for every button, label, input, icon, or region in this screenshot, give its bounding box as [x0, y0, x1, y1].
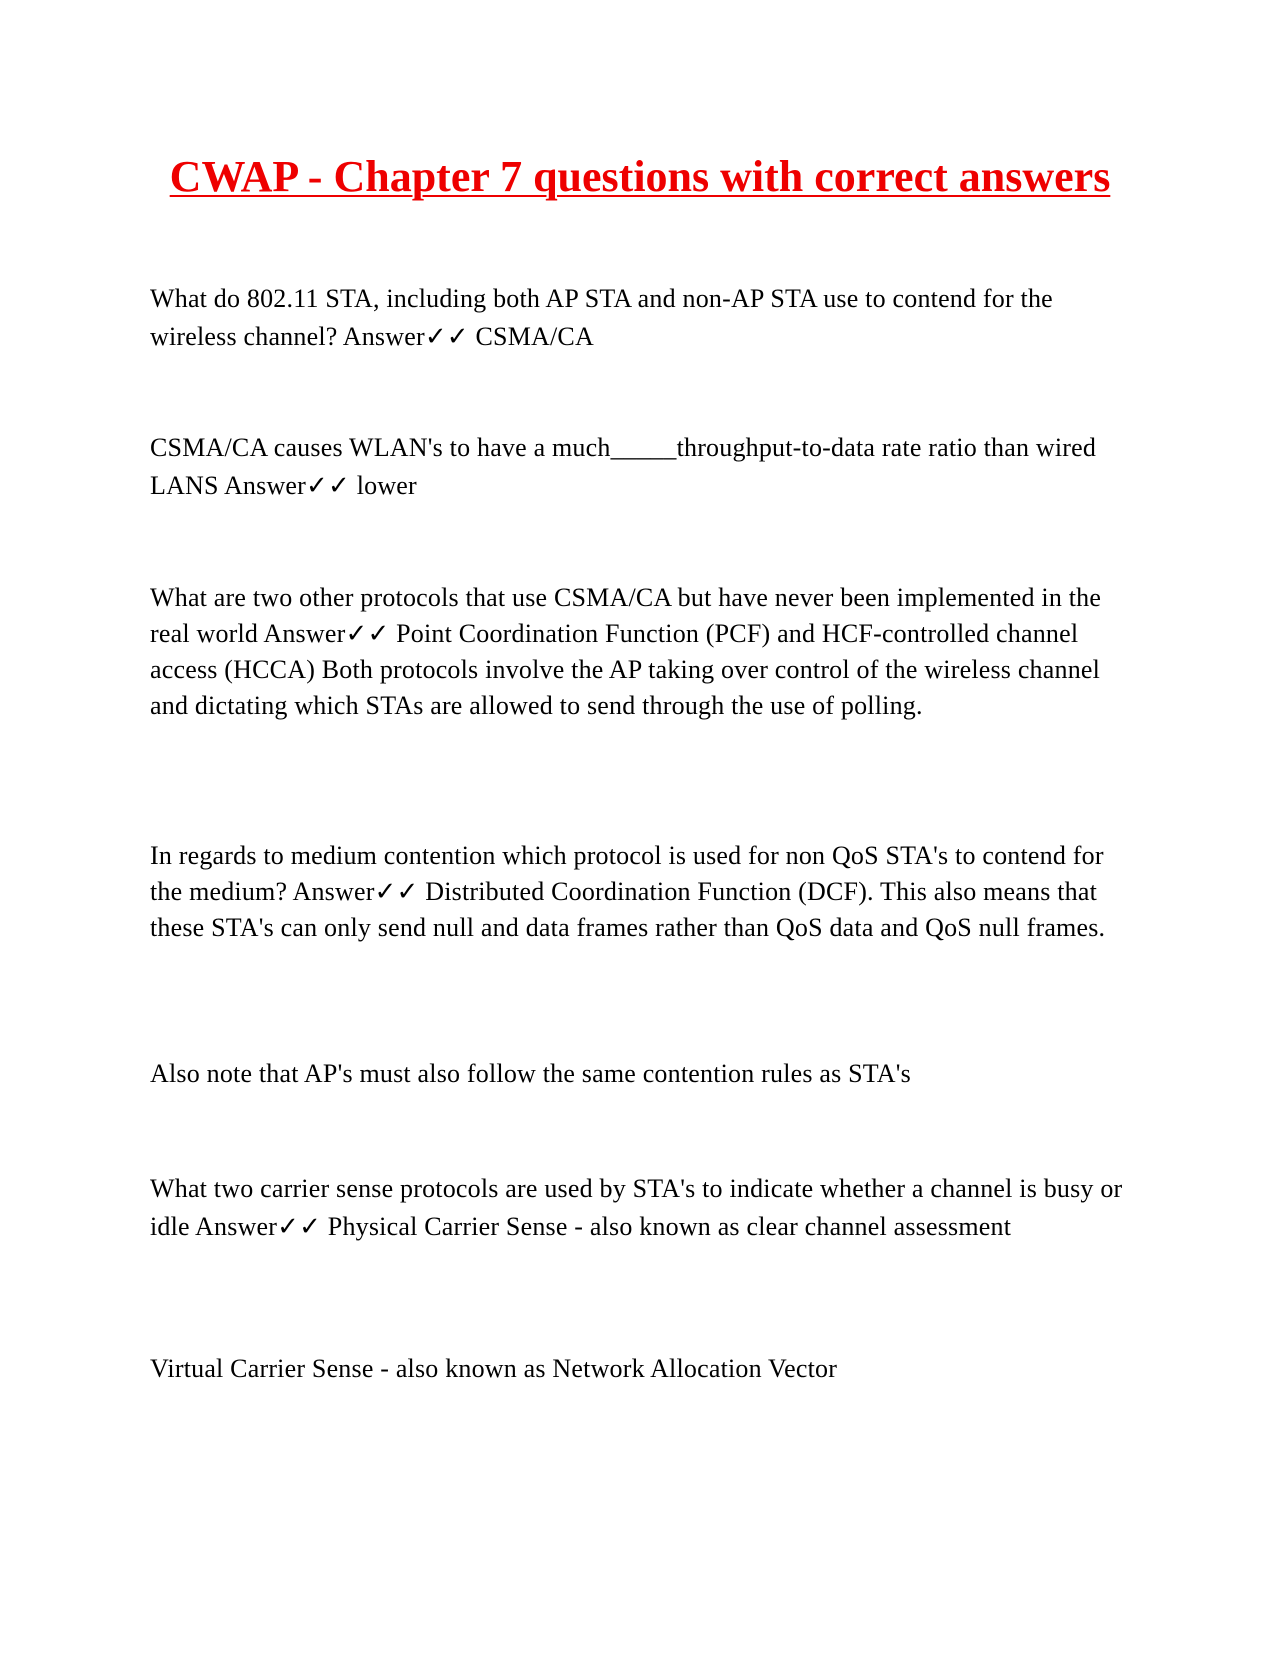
paragraph-6: What two carrier sense protocols are used by STA's to indicate whether a channel is busy or idle Answer✓✓ Physical Carrier Sense - also known as clear channel assessment — [150, 1174, 1123, 1241]
paragraph-1: What do 802.11 STA, including both AP STA and non-AP STA use to contend for the wireless channel? Answer✓✓ CSMA/CA — [150, 284, 1053, 351]
paragraph-5: Also note that AP's must also follow the same contention rules as STA's — [150, 1059, 911, 1088]
document-title: CWAP - Chapter 7 questions with correct answers — [169, 152, 1111, 201]
paragraph-7: Virtual Carrier Sense - also known as Network Allocation Vector — [150, 1354, 838, 1383]
paragraph-4: In regards to medium contention which protocol is used for non QoS STA's to contend for the medium? Answer✓✓ Distributed Coordination Function (DCF). This also means that these STA's can only send null and data frames rather than QoS data and QoS null frames. — [150, 841, 1106, 942]
paragraph-3: What are two other protocols that use CSMA/CA but have never been implemented in the real world Answer✓✓ Point Coordination Function (PCF) and HCF-controlled channel access (HCCA) Both protocols involve the AP taking over control of the wireless channel and dictating which STAs are allowed to send through the use of polling. — [150, 583, 1102, 720]
paragraph-2: CSMA/CA causes WLAN's to have a much_____throughput-to-data rate ratio than wired LANS Answer✓✓ lower — [150, 433, 1097, 500]
